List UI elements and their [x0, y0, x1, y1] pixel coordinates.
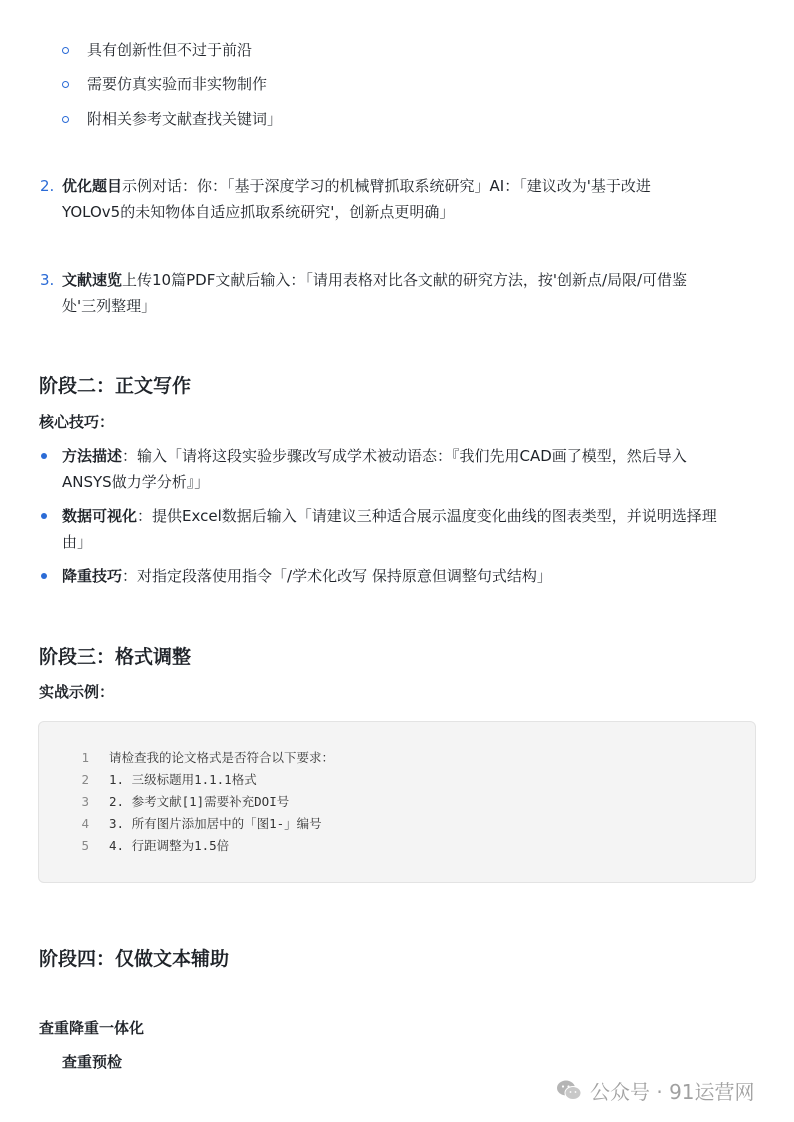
list-number: 2.: [40, 177, 55, 195]
stage2-heading: 阶段二：正文写作: [39, 375, 192, 397]
code-text: 4. 行距调整为1.5倍: [109, 838, 230, 853]
bullet-item-method: [62, 443, 762, 495]
bullet-item-visualization: [62, 503, 762, 555]
code-text: 3. 所有图片添加居中的「图1-」编号: [109, 816, 322, 831]
item-bold-label: 优化题目: [62, 177, 123, 195]
line-number: 3: [81, 794, 89, 809]
line-number: 2: [81, 772, 89, 787]
bullet-dot-icon: [41, 453, 47, 459]
code-text: 2. 参考文献[1]需要补充DOI号: [109, 794, 290, 809]
wechat-icon: [556, 1079, 582, 1101]
watermark: [556, 1076, 755, 1104]
hollow-bullet-icon: [62, 116, 69, 123]
bullet-text: ：输入「请将这段实验步骤改写成学术被动语态：『我们先用CAD画了模型，然后导入: [122, 447, 687, 465]
stage2-subheading: 核心技巧：: [39, 413, 115, 431]
bullet-bold-label: 数据可视化: [62, 507, 138, 525]
code-text: 1. 三级标题用1.1.1格式: [109, 772, 257, 787]
line-number: 5: [81, 838, 89, 853]
item-text: 上传10篇PDF文献后输入：「请用表格对比各文献的研究方法，按'创新点/局限/可借鉴: [122, 271, 688, 289]
list-number: 3.: [40, 271, 55, 289]
watermark-text: 公众号 · 91运营网: [590, 1079, 755, 1104]
bullet-dot-icon: [41, 513, 47, 519]
bullet-bold-label: 降重技巧: [62, 567, 123, 585]
stage3-subheading: 实战示例：: [39, 683, 115, 701]
bullet-text-continued: ANSYS做力学分析』」: [62, 473, 210, 491]
item-text-continued: YOLOv5的未知物体自适应抓取系统研究'，创新点更明确」: [62, 203, 455, 221]
stage4-heading: 阶段四：仅做文本辅助: [39, 948, 230, 970]
sub-list-item-text: 具有创新性但不过于前沿: [87, 41, 253, 59]
sub-list-item-text: 需要仿真实验而非实物制作: [87, 75, 268, 93]
sub-list-item-text: 附相关参考文献查找关键词」: [87, 110, 283, 128]
hollow-bullet-icon: [62, 47, 69, 54]
stage3-heading: 阶段三：格式调整: [39, 646, 192, 668]
code-block: [38, 721, 756, 883]
stage4-sub-subheading: 查重预检: [62, 1053, 123, 1071]
bullet-text: ：提供Excel数据后输入「请建议三种适合展示温度变化曲线的图表类型，并说明选择理: [137, 507, 717, 525]
line-number: 1: [81, 750, 89, 765]
item-text: 示例对话：你：「基于深度学习的机械臂抓取系统研究」AI：「建议改为'基于改进: [122, 177, 651, 195]
bullet-bold-label: 方法描述: [62, 447, 123, 465]
numbered-item-literature: [62, 267, 752, 319]
line-number: 4: [81, 816, 89, 831]
bullet-text-continued: 由」: [62, 533, 93, 551]
bullet-text: ：对指定段落使用指令「/学术化改写 保持原意但调整句式结构」: [122, 567, 552, 585]
bullet-dot-icon: [41, 573, 47, 579]
bullet-item-dedup: [62, 563, 762, 589]
code-text: 请检查我的论文格式是否符合以下要求：: [109, 750, 335, 765]
stage4-subheading: 查重降重一体化: [39, 1019, 145, 1037]
item-text-continued: 处'三列整理」: [62, 297, 157, 315]
numbered-item-optimize-title: [62, 173, 752, 225]
item-bold-label: 文献速览: [62, 271, 123, 289]
hollow-bullet-icon: [62, 81, 69, 88]
